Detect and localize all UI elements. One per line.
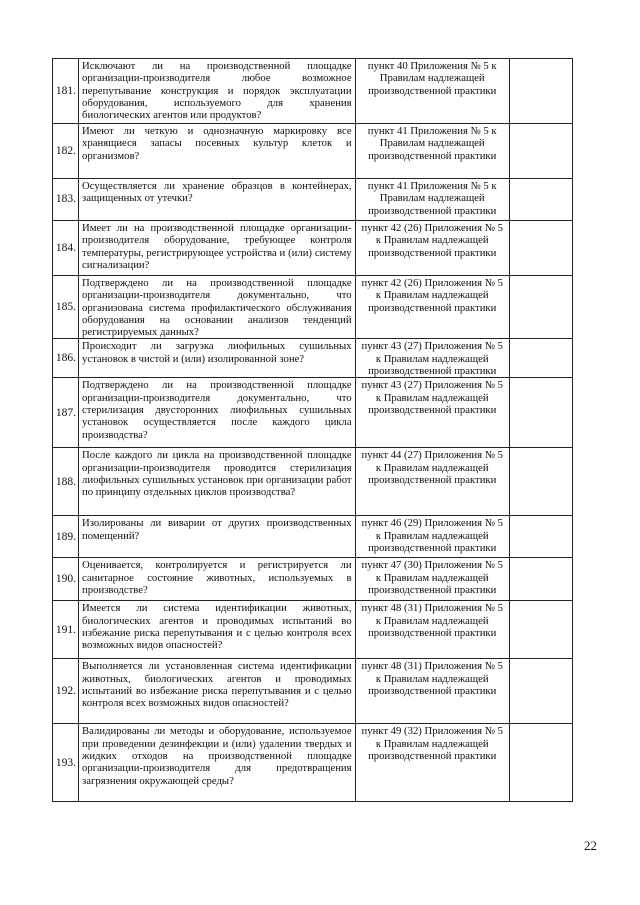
- regulation-reference: пункт 41 Приложения № 5 к Правилам надлежащей производственной практики: [355, 124, 509, 179]
- row-number: 182.: [53, 124, 79, 179]
- table-row: [53, 659, 573, 724]
- table-row: [53, 558, 573, 601]
- row-number: 192.: [53, 659, 79, 724]
- table-row: [53, 124, 573, 179]
- row-number: 183.: [53, 179, 79, 221]
- question-text: Имеет ли на производственной площадке организации-производителя оборудование, требующее контроля температуры, регистрирующее устройства и (или) систему сигнализации?: [79, 221, 356, 276]
- question-text: Имеют ли четкую и однозначную маркировку все хранящиеся запасы посевных культур клеток и организмов?: [79, 124, 356, 179]
- answer-cell: [509, 59, 572, 124]
- answer-cell: [509, 558, 572, 601]
- answer-cell: [509, 378, 572, 448]
- regulation-reference: пункт 42 (26) Приложения № 5 к Правилам надлежащей производственной практики: [355, 221, 509, 276]
- question-text: Изолированы ли виварии от других производственных помещений?: [79, 516, 356, 558]
- question-text: Имеется ли система идентификации животных, биологических агентов и проводимых испытаний во избежание риска перепутывания и с целью контроля всех возможных видов опасностей?: [79, 601, 356, 659]
- regulation-reference: пункт 48 (31) Приложения № 5 к Правилам надлежащей производственной практики: [355, 659, 509, 724]
- row-number: 189.: [53, 516, 79, 558]
- regulation-reference: пункт 43 (27) Приложения № 5 к Правилам надлежащей производственной практики: [355, 378, 509, 448]
- answer-cell: [509, 124, 572, 179]
- question-text: Осуществляется ли хранение образцов в контейнерах, защищенных от утечки?: [79, 179, 356, 221]
- question-text: Оценивается, контролируется и регистрируется ли санитарное состояние животных, используемых в производстве?: [79, 558, 356, 601]
- regulation-reference: пункт 41 Приложения № 5 к Правилам надлежащей производственной практики: [355, 179, 509, 221]
- row-number: 185.: [53, 276, 79, 339]
- answer-cell: [509, 276, 572, 339]
- answer-cell: [509, 179, 572, 221]
- regulation-reference: пункт 42 (26) Приложения № 5 к Правилам надлежащей производственной практики: [355, 276, 509, 339]
- table-row: [53, 59, 573, 124]
- table-row: [53, 276, 573, 339]
- answer-cell: [509, 659, 572, 724]
- row-number: 190.: [53, 558, 79, 601]
- question-text: Исключают ли на производственной площадке организации-производителя любое возможное перепутывание конструкция и порядок эксплуатации оборудования, используемого для хранения биологических агентов или продуктов?: [79, 59, 356, 124]
- row-number: 187.: [53, 378, 79, 448]
- question-text: Подтверждено ли на производственной площадке организации-производителя документально, что организована система профилактического обслуживания оборудования на основании анализов тенденций регистрируемых данных?: [79, 276, 356, 339]
- regulation-reference: пункт 43 (27) Приложения № 5 к Правилам надлежащей производственной практики: [355, 339, 509, 378]
- answer-cell: [509, 724, 572, 802]
- table-row: [53, 516, 573, 558]
- question-text: Выполняется ли установленная система идентификации животных, биологических агентов и проводимых испытаний во избежание риска перепутывания и с целью контроля всех возможных видов опасностей?: [79, 659, 356, 724]
- checklist-table: [52, 58, 573, 802]
- table-row: [53, 378, 573, 448]
- table-row: [53, 339, 573, 378]
- table-row: [53, 724, 573, 802]
- regulation-reference: пункт 40 Приложения № 5 к Правилам надлежащей производственной практики: [355, 59, 509, 124]
- table-row: [53, 179, 573, 221]
- row-number: 184.: [53, 221, 79, 276]
- regulation-reference: пункт 46 (29) Приложения № 5 к Правилам надлежащей производственной практики: [355, 516, 509, 558]
- question-text: Валидированы ли методы и оборудование, используемое при проведении дезинфекции и (или) удалении твердых и жидких отходов на производственной площадке организации-производителя для предотвращения загрязнения окружающей среды?: [79, 724, 356, 802]
- regulation-reference: пункт 49 (32) Приложения № 5 к Правилам надлежащей производственной практики: [355, 724, 509, 802]
- regulation-reference: пункт 48 (31) Приложения № 5 к Правилам надлежащей производственной практики: [355, 601, 509, 659]
- regulation-reference: пункт 47 (30) Приложения № 5 к Правилам надлежащей производственной практики: [355, 558, 509, 601]
- checklist-body: [53, 59, 573, 802]
- table-row: [53, 601, 573, 659]
- row-number: 193.: [53, 724, 79, 802]
- row-number: 188.: [53, 448, 79, 516]
- row-number: 191.: [53, 601, 79, 659]
- answer-cell: [509, 339, 572, 378]
- table-row: [53, 221, 573, 276]
- row-number: 181.: [53, 59, 79, 124]
- row-number: 186.: [53, 339, 79, 378]
- question-text: Подтверждено ли на производственной площадке организации-производителя документально, что стерилизация двусторонних лиофильных сушильных установок осуществляется после каждого цикла производства?: [79, 378, 356, 448]
- answer-cell: [509, 516, 572, 558]
- question-text: После каждого ли цикла на производственной площадке организации-производителя проводится стерилизация лиофильных сушильных установок при организации работ по принципу отдельных циклов производства?: [79, 448, 356, 516]
- table-row: [53, 448, 573, 516]
- regulation-reference: пункт 44 (27) Приложения № 5 к Правилам надлежащей производственной практики: [355, 448, 509, 516]
- answer-cell: [509, 601, 572, 659]
- answer-cell: [509, 221, 572, 276]
- answer-cell: [509, 448, 572, 516]
- page-number: 22: [584, 838, 597, 853]
- question-text: Происходит ли загрузка лиофильных сушильных установок в чистой и (или) изолированной зоне?: [79, 339, 356, 378]
